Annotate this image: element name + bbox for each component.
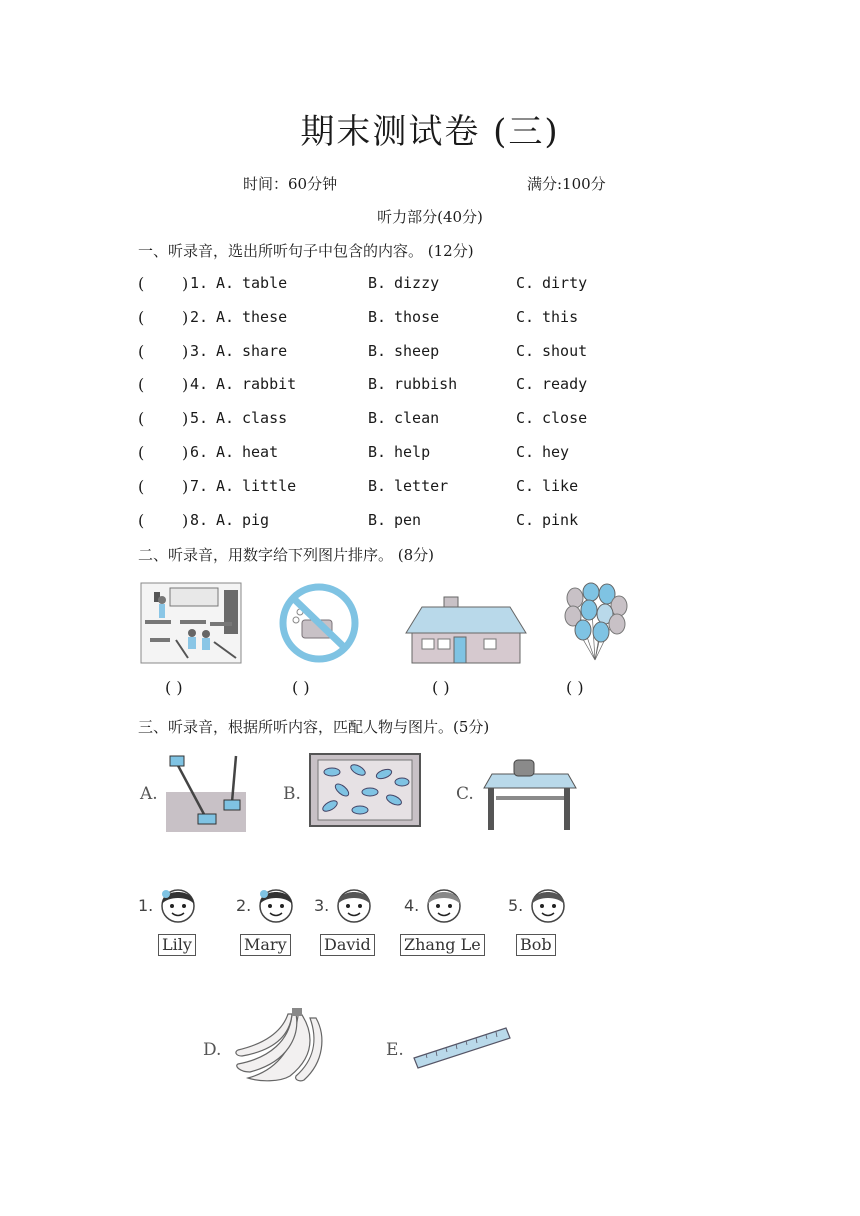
- option-c-word: close: [542, 409, 588, 428]
- desk-with-bag-icon: [482, 756, 578, 832]
- candy-box-icon: [308, 752, 422, 828]
- option-b-word: pen: [394, 510, 422, 529]
- option-b-word: help: [394, 443, 431, 461]
- answer-paren-close: ): [182, 274, 189, 293]
- answer-paren-close: ): [182, 443, 189, 462]
- option-c-word: shout: [542, 341, 588, 360]
- option-a-word: heat: [242, 443, 279, 461]
- option-a-word: table: [242, 274, 288, 292]
- answer-paren-close: ): [182, 375, 189, 395]
- time-limit: 时间：60分钟: [243, 175, 338, 193]
- item-number: 7.: [190, 476, 209, 495]
- person-number: 5.: [508, 896, 524, 915]
- picture-letter-b: B.: [283, 784, 301, 804]
- page-title: 期末测试卷 (三): [300, 112, 560, 152]
- option-b-label: B.: [368, 341, 387, 360]
- option-b-word: rubbish: [394, 375, 458, 394]
- option-a-label: A.: [216, 341, 235, 360]
- option-b-word: clean: [394, 409, 440, 428]
- option-a-label: A.: [216, 476, 235, 495]
- answer-paren-close: ): [182, 341, 189, 361]
- picture-letter-a: A.: [140, 784, 158, 804]
- option-c-word: hey: [542, 443, 570, 461]
- option-a-word: these: [242, 307, 288, 326]
- option-a-label: A.: [216, 409, 235, 428]
- answer-paren-open[interactable]: (: [138, 510, 145, 530]
- answer-paren-open[interactable]: (: [138, 476, 145, 496]
- q2-answer-blank[interactable]: ( ): [292, 678, 310, 697]
- option-b-label: B.: [368, 476, 387, 495]
- option-c-word: dirty: [542, 274, 588, 292]
- q2-heading: 二、听录音，用数字给下列图片排序。 (8分): [138, 546, 435, 564]
- person-number: 1.: [138, 896, 154, 915]
- option-b-label: B.: [368, 375, 387, 394]
- picture-letter-c: C.: [456, 784, 474, 804]
- option-c-label: C.: [516, 443, 535, 461]
- option-a-word: share: [242, 341, 288, 360]
- item-number: 2.: [190, 307, 209, 326]
- option-a-label: A.: [216, 510, 235, 529]
- child-face-icon: [332, 882, 376, 926]
- option-c-label: C.: [516, 307, 535, 326]
- item-number: 3.: [190, 341, 209, 360]
- balloons-icon: [561, 582, 629, 664]
- option-b-label: B.: [368, 443, 387, 461]
- bananas-icon: [230, 1006, 332, 1086]
- item-number: 4.: [190, 375, 209, 394]
- no-smoking-icon: [276, 582, 362, 664]
- option-b-label: B.: [368, 409, 387, 428]
- answer-paren-open[interactable]: (: [138, 443, 145, 462]
- picture-letter-e: E.: [386, 1040, 404, 1060]
- child-face-icon: [156, 882, 200, 926]
- answer-paren-open[interactable]: (: [138, 341, 145, 361]
- ruler-icon: [412, 1022, 512, 1070]
- option-a-word: pig: [242, 510, 270, 529]
- q2-answer-blank[interactable]: ( ): [566, 678, 584, 697]
- option-b-label: B.: [368, 274, 387, 292]
- option-c-label: C.: [516, 274, 535, 292]
- option-c-word: like: [542, 476, 579, 495]
- option-a-label: A.: [216, 443, 235, 461]
- q1-heading: 一、听录音，选出所听句子中包含的内容。 (12分): [138, 242, 474, 260]
- person-number: 4.: [404, 896, 420, 915]
- option-b-label: B.: [368, 510, 387, 529]
- answer-paren-close: ): [182, 510, 189, 530]
- option-c-word: ready: [542, 375, 588, 394]
- answer-paren-close: ): [182, 307, 189, 327]
- option-c-label: C.: [516, 341, 535, 360]
- q3-heading: 三、听录音，根据所听内容，匹配人物与图片。(5分): [138, 718, 490, 736]
- option-a-label: A.: [216, 274, 235, 292]
- answer-paren-open[interactable]: (: [138, 375, 145, 395]
- person-name-label: Lily: [158, 934, 196, 956]
- person-name-label: Mary: [240, 934, 291, 956]
- person-number: 2.: [236, 896, 252, 915]
- q2-answer-blank[interactable]: ( ): [165, 678, 183, 697]
- option-b-word: dizzy: [394, 274, 440, 292]
- person-number: 3.: [314, 896, 330, 915]
- answer-paren-close: ): [182, 476, 189, 496]
- option-c-label: C.: [516, 510, 535, 529]
- listening-section-title: 听力部分(40分): [377, 208, 483, 226]
- full-score: 满分:100分: [527, 175, 606, 193]
- child-face-icon: [526, 882, 570, 926]
- option-a-word: rabbit: [242, 375, 297, 394]
- option-a-word: class: [242, 409, 288, 428]
- option-a-label: A.: [216, 375, 235, 394]
- item-number: 6.: [190, 443, 209, 461]
- option-c-word: this: [542, 307, 579, 326]
- option-a-word: little: [242, 476, 297, 495]
- child-face-icon: [422, 882, 466, 926]
- q2-answer-blank[interactable]: ( ): [432, 678, 450, 697]
- option-b-label: B.: [368, 307, 387, 326]
- answer-paren-open[interactable]: (: [138, 409, 145, 429]
- child-face-icon: [254, 882, 298, 926]
- item-number: 8.: [190, 510, 209, 529]
- answer-paren-open[interactable]: (: [138, 274, 145, 293]
- answer-paren-close: ): [182, 409, 189, 429]
- option-a-label: A.: [216, 307, 235, 326]
- option-b-word: sheep: [394, 341, 440, 360]
- option-b-word: those: [394, 307, 440, 326]
- option-b-word: letter: [394, 476, 449, 495]
- option-c-word: pink: [542, 510, 579, 529]
- item-number: 1.: [190, 274, 209, 292]
- person-name-label: Zhang Le: [400, 934, 485, 956]
- picture-letter-d: D.: [203, 1040, 222, 1060]
- classroom-icon: [140, 578, 244, 666]
- option-c-label: C.: [516, 409, 535, 428]
- person-name-label: David: [320, 934, 375, 956]
- option-c-label: C.: [516, 375, 535, 394]
- option-c-label: C.: [516, 476, 535, 495]
- broom-icon: [166, 752, 246, 832]
- answer-paren-open[interactable]: (: [138, 307, 145, 327]
- person-name-label: Bob: [516, 934, 556, 956]
- item-number: 5.: [190, 409, 209, 428]
- house-icon: [398, 593, 528, 665]
